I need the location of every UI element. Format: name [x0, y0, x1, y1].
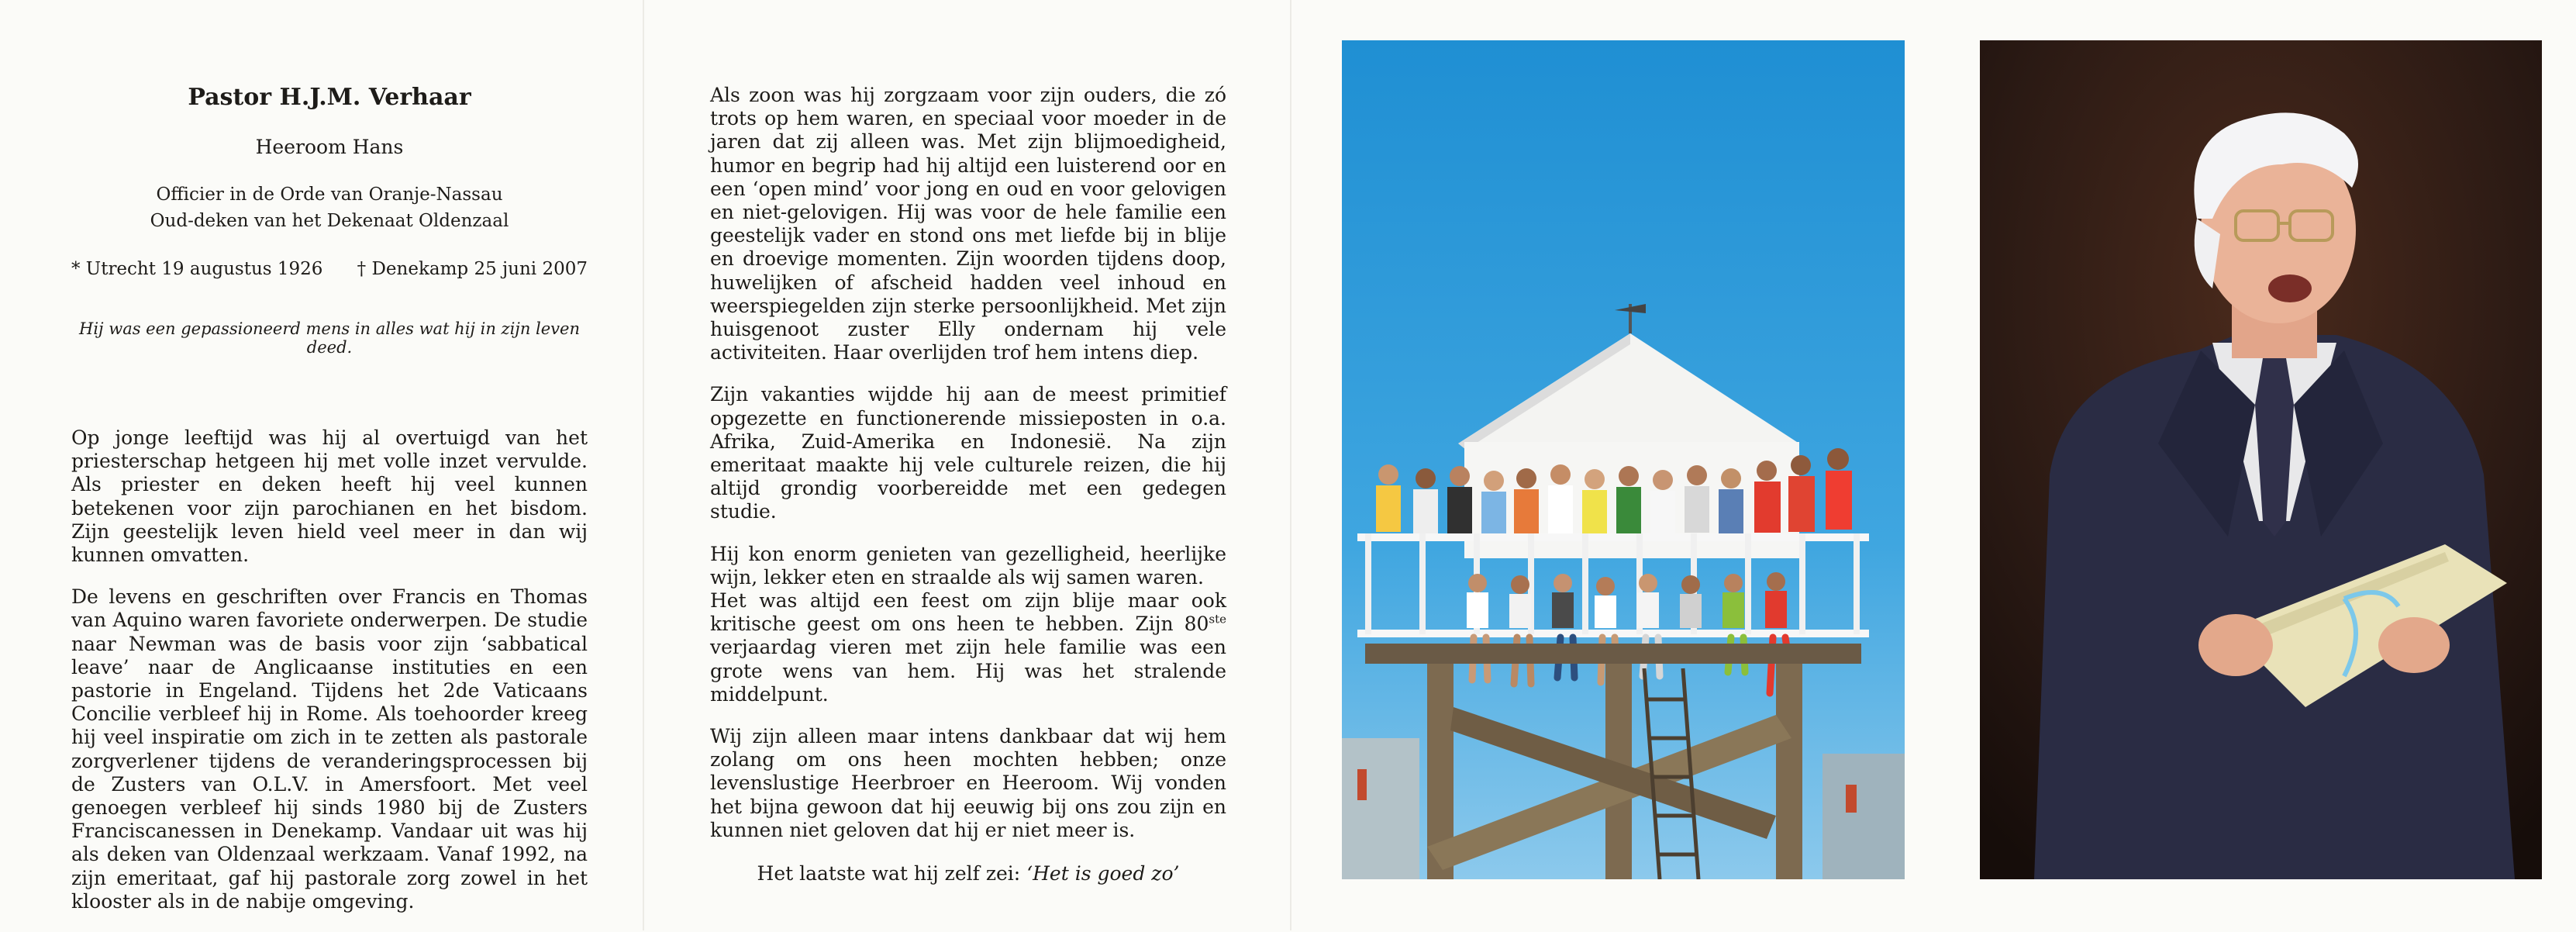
paragraph: Wij zijn alleen maar intens dankbaar dat wij hem zolang om ons heen mochten hebben; onze levenslustige Heerbroer en Heeroom. Wij vonden het bijna gewoon dat hij eeuwig bij ons zou zijn en kunnen niet geloven dat hij er niet meer is.	[710, 725, 1226, 841]
birth-date: * Utrecht 19 augustus 1926	[71, 259, 323, 279]
paragraph: Op jonge leeftijd was hij al overtuigd van het priesterschap hetgeen hij met volle inzet vervulde. Als priester en deken heeft hij veel kunnen betekenen voor zijn parochianen en het bisdom. Zijn geestelijk leven hield veel meer in dan wij kunnen omvatten.	[71, 426, 588, 567]
closing-quote: ‘Het is goed zo’	[1026, 862, 1180, 885]
right-text-panel	[710, 84, 1226, 885]
paragraph: Als zoon was hij zorgzaam voor zijn ouders, die zó trots op hem waren, en speciaal voor moeder in de jaren dat zij alleen was. Met zijn blijmoedigheid, humor en begrip had hij altijd een luisterend oor en een ‘open mind’ voor jong en oud en voor gelovigen en niet-gelovigen. Hij was voor de hele familie een geestelijk vader en stond ons met liefde bij in blije en droevige momenten. Zijn woorden tijdens doop, huwelijken of afscheid hadden veel inhoud en weerspiegelden zijn sterke persoonlijkheid. Met zijn huisgenoot zuster Elly ondernam hij vele activiteiten. Haar overlijden trof hem intens diep.	[710, 84, 1226, 364]
motto: Hij was een gepassioneerd mens in alles wat hij in zijn leven deed.	[79, 319, 580, 357]
closing-line	[710, 862, 1226, 885]
closing-prefix: Het laatste wat hij zelf zei:	[757, 862, 1027, 885]
paragraph: Hij kon enorm genieten van gezelligheid, heerlijke wijn, lekker eten en straalde als wij samen waren.	[710, 542, 1226, 589]
feast-text: verjaardag vieren met zijn hele familie was een grote wens van hem. Hij was het stralende middelpunt.	[710, 636, 1226, 706]
paragraph: Zijn vakanties wijdde hij aan de meest primitief opgezette en functionerende missieposten in o.a. Afrika, Zuid-Amerika en Indonesië. Na zijn emeritaat maakte hij vele culturele reizen, die hij altijd grondig voorbereidde met een gedegen studie.	[710, 383, 1226, 523]
feast-text: Het was altijd een feest om zijn blije maar ook kritische geest om ons heen te hebben. Zijn 80	[710, 589, 1226, 636]
honor-line: Officier in de Orde van Oranje-Nassau	[156, 185, 503, 205]
group-photo	[1342, 40, 1905, 879]
life-dates	[71, 259, 588, 279]
honor-line: Oud-deken van het Dekenaat Oldenzaal	[150, 211, 509, 231]
left-text-panel	[71, 84, 588, 932]
death-date: † Denekamp 25 juni 2007	[357, 259, 588, 279]
paragraph	[710, 589, 1226, 706]
portrait-photo	[1980, 40, 2542, 879]
ordinal-suffix: ste	[1209, 612, 1226, 627]
nickname: Heeroom Hans	[255, 136, 404, 158]
deceased-name: Pastor H.J.M. Verhaar	[188, 84, 471, 111]
fold-line	[1290, 0, 1291, 930]
fold-line	[643, 0, 644, 930]
paragraph: De levens en geschriften over Francis en Thomas van Aquino waren favoriete onderwerpen. De studie naar Newman was de basis voor zijn ‘sabbatical leave’ naar de Anglicaanse instituties en een pastorie in Engeland. Tijdens het 2de Vaticaans Concilie verbleef hij in Rome. Als toehoorder kreeg hij veel inspiratie om zich in te zetten als pastorale zorgverlener tijdens de veranderingsprocessen bij de Zusters van O.L.V. in Amersfoort. Met veel genoegen verbleef hij sinds 1980 bij de Zusters Franciscanessen in Denekamp. Vandaar uit was hij als deken van Oldenzaal werkzaam. Vanaf 1992, na zijn emeritaat, gaf hij pastorale zorg zowel in het klooster als in de nabije omgeving.	[71, 585, 588, 913]
